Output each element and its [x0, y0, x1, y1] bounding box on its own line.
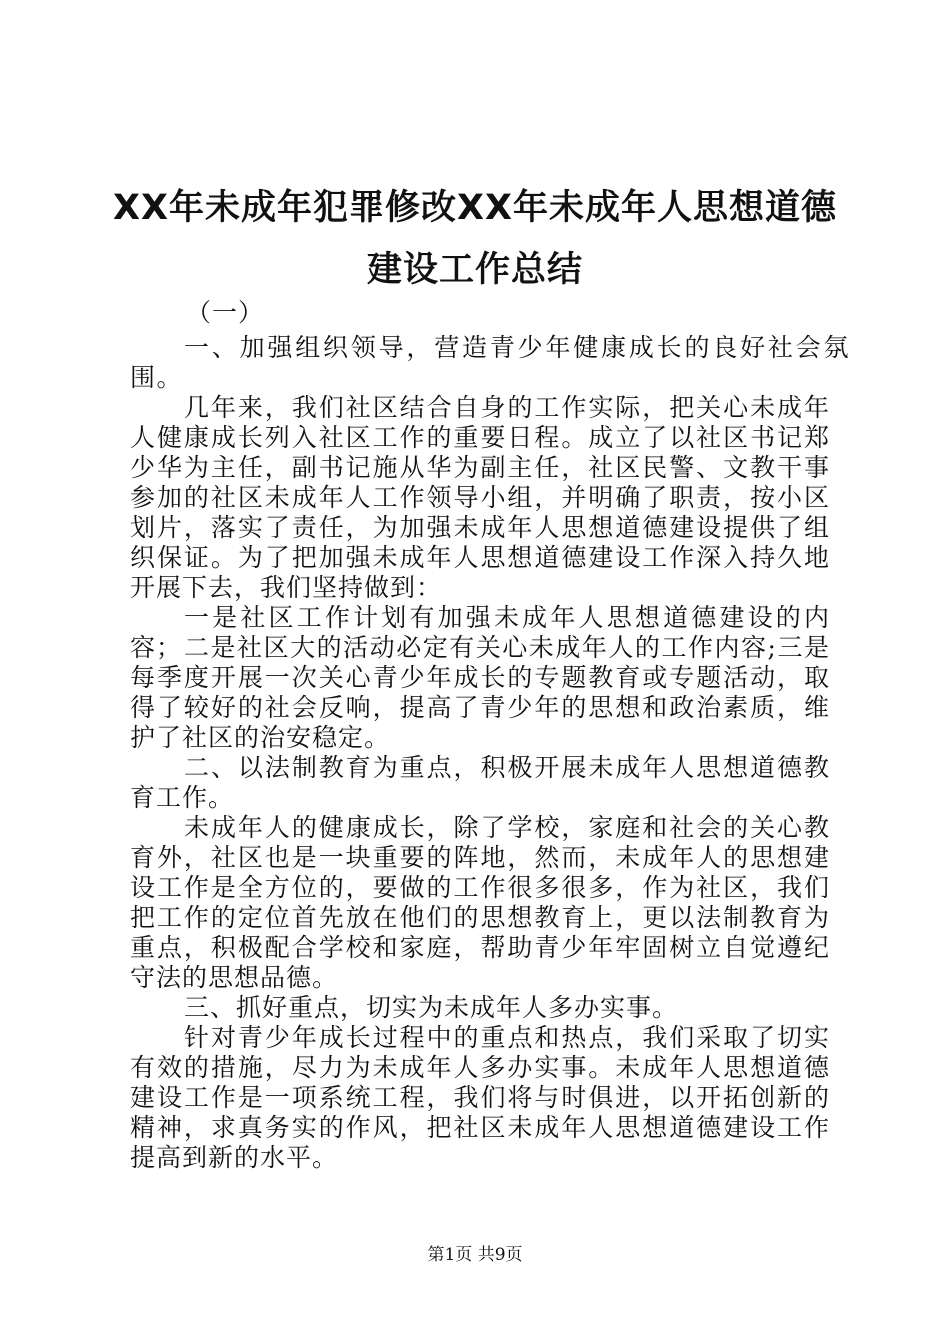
- heading-2: 二、以法制教育为重点，积极开展未成年人思想道德教育工作。: [130, 753, 830, 812]
- paragraph-5: 针对青少年成长过程中的重点和热点，我们采取了切实有效的措施，尽力为未成年人多办实事。未成年人思想道德建设工作是一项系统工程，我们将与时俱进，以开拓创新的精神，求真务实的作风，把社区未成年人思想道德建设工作提高到新的水平。: [130, 1023, 830, 1172]
- paragraph-1: 几年来，我们社区结合自身的工作实际，把关心未成年人健康成长列入社区工作的重要日程。成立了以社区书记郑少华为主任，副书记施从华为副主任，社区民警、文教干事参加的社区未成年人工作领导小组，并明确了职责，按小区划片，落实了责任，为加强未成年人思想道德建设提供了组织保证。为了把加强未成年人思想道德建设工作深入持久地开展下去，我们坚持做到：: [130, 393, 830, 602]
- paragraph-4: 未成年人的健康成长，除了学校，家庭和社会的关心教育外，社区也是一块重要的阵地，然而，未成年人的思想建设工作是全方位的，要做的工作很多很多，作为社区，我们把工作的定位首先放在他们的思想教育上，更以法制教育为重点，积极配合学校和家庭，帮助青少年牢固树立自觉遵纪守法的思想品德。: [130, 813, 830, 992]
- document-title-line-2: 建设工作总结: [366, 250, 583, 290]
- paragraph-3: 二是社区大的活动必定有关心未成年人的工作内容;三是每季度开展一次关心青少年成长的专题教育或专题活动，取得了较好的社会反响，提高了青少年的思想和政治素质，维护了社区的治安稳定。: [130, 633, 830, 752]
- document-title-line-1: XX年未成年犯罪修改XX年未成年人思想道德: [113, 188, 837, 228]
- section-marker: （一）: [186, 298, 265, 327]
- heading-3: 三、抓好重点，切实为未成年人多办实事。: [184, 993, 679, 1022]
- paragraph-2: 一是社区工作计划有加强未成年人思想道德建设的内容；: [130, 603, 830, 662]
- heading-1: 一、加强组织领导，营造青少年健康成长的良好社会氛围。: [130, 333, 850, 392]
- page-footer: 第1页 共9页: [427, 1245, 523, 1265]
